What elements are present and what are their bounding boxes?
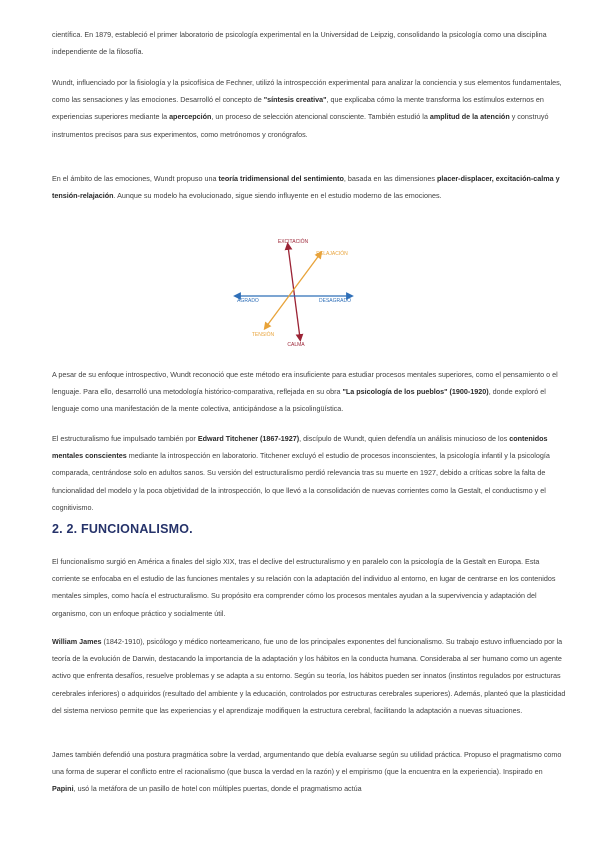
bold-term-apercepcion: apercepción <box>169 112 212 122</box>
paragraph-pragmatismo: James también defendió una postura pragmática sobre la verdad, argumentando que debía evaluarse según su utilidad práctica. Propuso el pragmatismo como una forma de superar el conflicto entre el racionalismo (que busca la verdad en la razón) y el empirismo (que la encuentra en la experiencia). Inspirado en Papini, usó la metáfora de un pasillo de hotel con múltiples puertas, donde el pragmatismo actúa <box>52 750 562 794</box>
label-relajacion: RELAJACIÓN <box>316 251 348 257</box>
bold-term-psicologia-pueblos: "La psicología de los pueblos" (1900-1920) <box>342 387 489 397</box>
label-calma: CALMA <box>287 342 305 348</box>
section-heading-funcionalismo: 2. 2. FUNCIONALISMO. <box>52 522 193 536</box>
bold-term-dimensiones: placer-displacer, excitación-calma y tensión-relajación <box>52 174 560 201</box>
excitation-calm-axis <box>288 246 300 338</box>
paragraph-titchener: El estructuralismo fue impulsado también por Edward Titchener (1867-1927), discípulo de Wundt, quien defendía un análisis minucioso de los contenidos mentales conscientes mediante la introspección en laboratorio. Titchener excluyó el estudio de procesos inconscientes, la psicología infantil y la psicología comparada, centrándose solo en adultos sanos. Su versión del estructuralismo perdió relevancia tras su muerte en 1927, debido a críticas sobre la falta de funcionalidad del modelo y la poca objetividad de la introspección, lo que llevó a la consolidación de nuevas corrientes como la Gestalt, el conductismo y el cognitivismo. <box>52 434 550 512</box>
bold-term-william-james: William James <box>52 637 102 646</box>
paragraph-historical-method: A pesar de su enfoque introspectivo, Wundt reconoció que este método era insuficiente para estudiar procesos mentales superiores, como el pensamiento o el lenguaje. Para ello, desarrolló una metodología histórico-comparativa, reflejada en su obra "La psicología de los pueblos" (1900-1920), donde exploró el lenguaje como una manifestación de la mente colectiva, anticipándose a la psicolingüística. <box>52 370 558 414</box>
bold-term-titchener: Edward Titchener (1867-1927) <box>197 434 300 443</box>
label-agrado: AGRADO <box>237 298 259 304</box>
label-desagrado: DESAGRADO <box>319 298 351 304</box>
paragraph-funcionalismo-intro: El funcionalismo surgió en América a finales del siglo XIX, tras el declive del estructuralismo y en paralelo con la psicología de la Gestalt en Europa. Esta corriente se enfocaba en el estudio de las funciones mentales y su relación con la adaptación del individuo al entorno, en lugar de centrarse en los contenidos mentales simples, como hacía el estructuralismo. Su propósito era comprender cómo los procesos mentales ayudan a la supervivencia y adaptación del organismo, con un enfoque práctico y socialmente útil. <box>52 557 556 618</box>
paragraph-emotions-theory: En el ámbito de las emociones, Wundt propuso una teoría tridimensional del sentimiento, basada en las dimensiones placer-displacer, excitación-calma y tensión-relajación. Aunque su modelo ha evolucionado, sigue siendo influyente en el estudio moderno de las emociones. <box>52 174 560 201</box>
bold-term-papini: Papini <box>52 784 74 794</box>
paragraph-wundt-leipzig: científica. En 1879, estableció el primer laboratorio de psicología experimental en la Universidad de Leipzig, consolidando la psicología como una disciplina independiente de la filosofía. <box>52 30 547 57</box>
paragraph-wundt-introspection: Wundt, influenciado por la fisiología y la psicofísica de Fechner, utilizó la introspección experimental para analizar la conciencia y sus elementos fundamentales, como las sensaciones y las emociones. Desarrolló el concepto de "síntesis creativa", que explicaba cómo la mente transforma los estímulos externos en experiencias superiores mediante la apercepción, un proceso de selección atencional consciente. También estudió la amplitud de la atención y construyó instrumentos precisos para sus experimentos, como metrónomos y cronógrafos. <box>52 78 562 139</box>
bold-term-contenidos-mentales: contenidos mentales conscientes <box>52 434 548 461</box>
tension-relaxation-axis <box>266 254 320 327</box>
bold-term-teoria-tridimensional: teoría tridimensional del sentimiento <box>218 174 344 183</box>
label-tension: TENSIÓN <box>251 332 275 338</box>
bold-term-sintesis-creativa: "síntesis creativa" <box>263 95 327 105</box>
paragraph-william-james: William James (1842-1910), psicólogo y médico norteamericano, fue uno de los principales exponentes del funcionalismo. Su trabajo estuvo influenciado por la teoría de la evolución de Darwin, destacando la importancia de la adaptación y los hábitos en la conducta humana. Consideraba al ser humano como un agente activo que enfrenta desafíos, resuelve problemas y se adapta a su entorno. Según su teoría, los hábitos pueden ser innatos (instintos regulados por estructuras cerebrales inferiores) o adquiridos (resultado del ambiente y la educación, controlados por estructuras cerebrales superiores). Además, planteó que la plasticidad del sistema nervioso permite que las experiencias y el aprendizaje modifiquen la estructura cerebral, facilitando la adaptación a nuevas situaciones. <box>52 637 566 715</box>
label-excitacion: EXCITACIÓN <box>277 239 309 245</box>
bold-term-amplitud-atencion: amplitud de la atención <box>429 112 510 122</box>
